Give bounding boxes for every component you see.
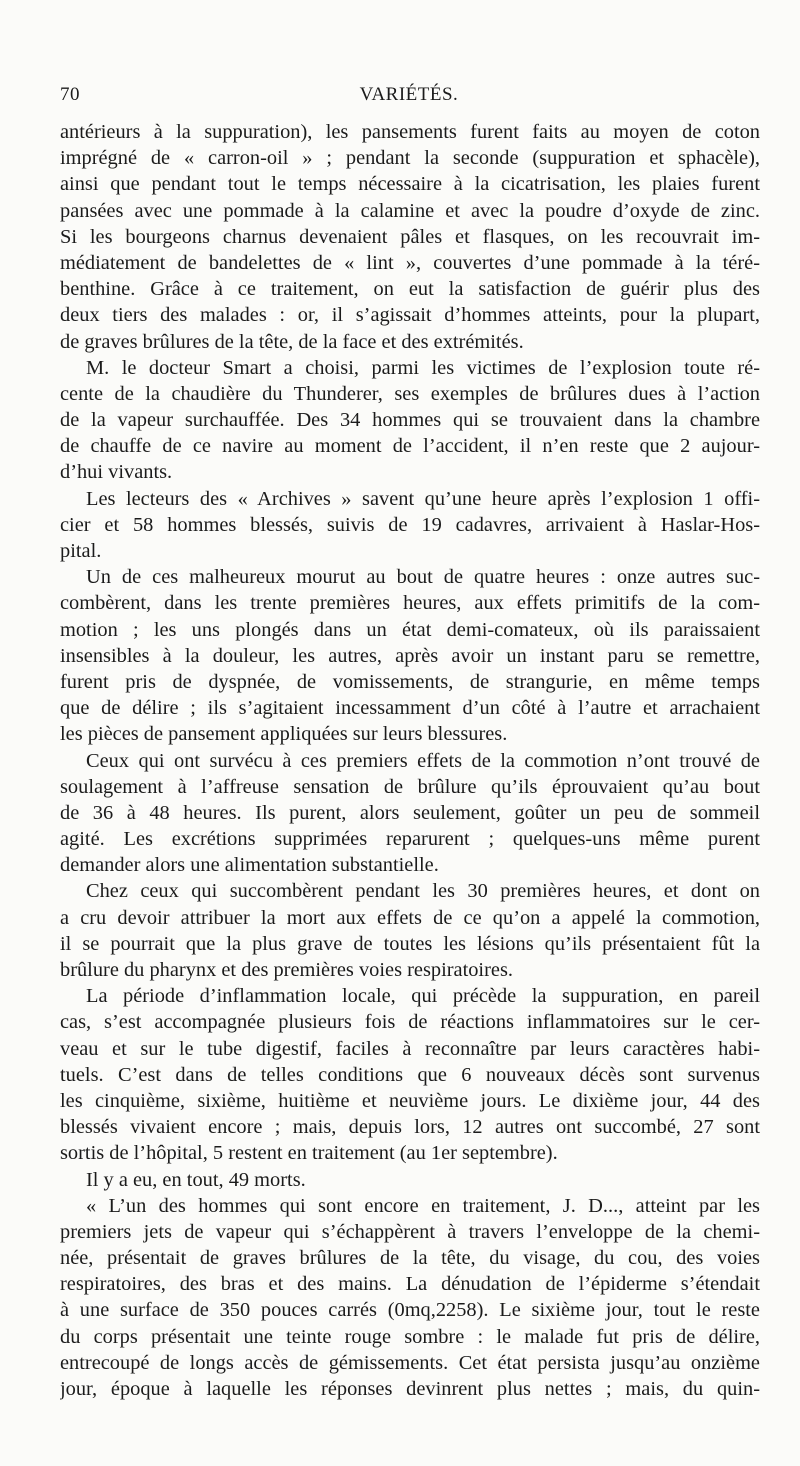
text-line: pansées avec une pommade à la calamine et avec la poudre d’oxyde de zinc.: [60, 199, 760, 222]
text-line: cas, s’est accompagnée plusieurs fois de réactions inflammatoires sur le cer-: [60, 1011, 760, 1034]
text-line: Chez ceux qui succombèrent pendant les 30 premières heures, et dont on: [86, 880, 760, 903]
text-line: antérieurs à la suppuration), les pansements furent faits au moyen de coton: [60, 121, 760, 143]
text-line: née, présentait de graves brûlures de la tête, du visage, du cou, des voies: [60, 1247, 760, 1270]
text-line: motion ; les uns plongés dans un état demi-comateux, où ils paraissaient: [60, 618, 760, 641]
text-line: combèrent, dans les trente premières heures, aux effets primitifs de la com-: [60, 592, 760, 615]
text-line: jour, époque à laquelle les réponses devinrent plus nettes ; mais, du quin-: [60, 1378, 760, 1400]
text-line: insensibles à la douleur, les autres, après avoir un instant paru se remettre,: [60, 644, 760, 667]
text-line: Il y a eu, en tout, 49 morts.: [86, 1168, 306, 1191]
text-line: d’hui vivants.: [60, 461, 173, 484]
text-line: de graves brûlures de la tête, de la face et des extrémités.: [60, 330, 524, 353]
text-line: à une surface de 350 pouces carrés (0mq,2258). Le sixième jour, tout le reste: [60, 1299, 760, 1322]
text-line: respiratoires, des bras et des mains. La dénudation de l’épiderme s’étendait: [60, 1273, 760, 1296]
text-line: les cinquième, sixième, huitième et neuvième jours. Le dixième jour, 44 des: [60, 1089, 760, 1112]
text-line: de 36 à 48 heures. Ils purent, alors seulement, goûter un peu de sommeil: [60, 801, 760, 824]
text-line: médiatement de bandelettes de « lint », couvertes d’une pommade à la téré-: [60, 251, 760, 274]
text-line: M. le docteur Smart a choisi, parmi les victimes de l’explosion toute ré-: [86, 356, 760, 379]
text-line: Les lecteurs des « Archives » savent qu’une heure après l’explosion 1 offi-: [86, 487, 760, 510]
text-line: imprégné de « carron-oil » ; pendant la seconde (suppuration et sphacèle),: [60, 147, 760, 170]
text-line: tuels. C’est dans de telles conditions que 6 nouveaux décès sont survenus: [60, 1063, 760, 1086]
text-line: a cru devoir attribuer la mort aux effets de ce qu’on a appelé la commotion,: [60, 906, 760, 929]
text-line: Ceux qui ont survécu à ces premiers effets de la commotion n’ont trouvé de: [86, 749, 760, 772]
text-line: soulagement à l’affreuse sensation de brûlure qu’ils éprouvaient qu’au bout: [60, 775, 760, 798]
text-line: Un de ces malheureux mourut au bout de quatre heures : onze autres suc-: [86, 566, 760, 589]
text-line: La période d’inflammation locale, qui précède la suppuration, en pareil: [86, 985, 760, 1008]
text-line: pital.: [60, 540, 102, 562]
text-line: de chauffe de ce navire au moment de l’accident, il n’en reste que 2 aujour-: [60, 435, 760, 458]
text-line: « L’un des hommes qui sont encore en traitement, J. D..., atteint par les: [86, 1194, 760, 1217]
text-line: blessés vivaient encore ; mais, depuis lors, 12 autres ont succombé, 27 sont: [60, 1116, 760, 1139]
text-line: de la vapeur surchauffée. Des 34 hommes qui se trouvaient dans la chambre: [60, 409, 760, 432]
text-line: premiers jets de vapeur qui s’échappèrent à travers l’enveloppe de la chemi-: [60, 1220, 760, 1243]
text-line: benthine. Grâce à ce traitement, on eut la satisfaction de guérir plus des: [60, 278, 760, 301]
text-line: sortis de l’hôpital, 5 restent en traitement (au 1er septembre).: [60, 1142, 558, 1165]
text-line: cente de la chaudière du Thunderer, ses exemples de brûlures dues à l’action: [60, 382, 760, 405]
text-line: agité. Les excrétions supprimées reparurent ; quelques-uns même purent: [60, 828, 760, 851]
page-number: 70: [60, 84, 80, 105]
text-line: les pièces de pansement appliquées sur leurs blessures.: [60, 723, 508, 746]
text-line: deux tiers des malades : or, il s’agissait d’hommes atteints, pour la plupart,: [60, 304, 760, 327]
text-line: veau et sur le tube digestif, faciles à reconnaître par leurs caractères habi-: [60, 1037, 760, 1060]
text-line: du corps présentait une teinte rouge sombre : le malade fut pris de délire,: [60, 1325, 760, 1348]
text-line: cier et 58 hommes blessés, suivis de 19 cadavres, arrivaient à Haslar-Hos-: [60, 513, 760, 536]
text-line: Si les bourgeons charnus devenaient pâles et flasques, on les recouvrait im-: [60, 225, 760, 248]
text-line: demander alors une alimentation substantielle.: [60, 854, 439, 877]
text-line: ainsi que pendant tout le temps nécessaire à la cicatrisation, les plaies furent: [60, 173, 760, 196]
page-header: [60, 84, 758, 114]
text-line: que de délire ; ils s’agitaient incessamment d’un côté à l’autre et arrachaient: [60, 697, 760, 720]
text-line: il se pourrait que la plus grave de toutes les lésions qu’ils présentaient fût la: [60, 932, 760, 955]
text-line: entrecoupé de longs accès de gémissements. Cet état persista jusqu’au onzième: [60, 1351, 760, 1374]
running-title: VARIÉTÉS.: [359, 84, 459, 105]
text-line: furent pris de dyspnée, de vomissements, de strangurie, en même temps: [60, 670, 760, 693]
body-text: [60, 119, 760, 1402]
text-line: brûlure du pharynx et des premières voies respiratoires.: [60, 959, 513, 981]
